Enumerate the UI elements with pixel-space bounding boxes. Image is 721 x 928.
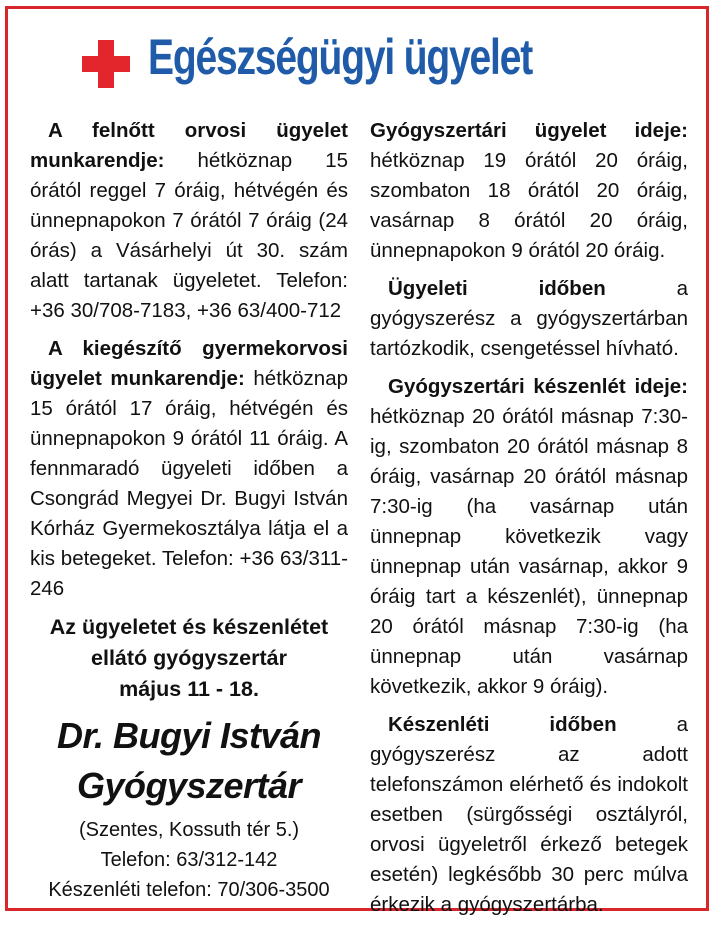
child-duty-paragraph [30, 334, 348, 604]
standby-time-paragraph [370, 710, 688, 920]
duty-time-heading: Ügyeleti időben [388, 277, 606, 300]
pharmacy-date-range: május 11 - 18. [119, 677, 259, 701]
standby-time-text: a gyógyszerész az adott telefonszámon elérhető és indokolt esetben (sürgősségi osztályról, orvosi ügyeletről érkező betegek esetén) legkésőbb 30 perc múlva érkezik a gyógyszertárba. [370, 713, 688, 916]
right-column [370, 116, 688, 928]
pharmacy-address: (Szentes, Kossuth tér 5.) [78, 819, 300, 841]
pharmacy-name-line1: Dr. Bugyi István [56, 715, 322, 756]
pharmacy-name [30, 711, 348, 811]
pharmacy-duty-heading: Gyógyszertári ügyelet ideje: [370, 119, 688, 142]
standby-schedule-paragraph [370, 372, 688, 702]
left-column [30, 116, 348, 905]
pharmacy-contact [30, 815, 348, 905]
pharmacy-duty-text: hétköznap 19 órától 20 óráig, szombaton 18 órától 20 óráig, vasárnap 8 órától 20 óráig, ünnepnapokon 9 órától 20 óráig. [370, 149, 688, 262]
pharmacy-heading [30, 612, 348, 705]
duty-time-text: a gyógyszerész a gyógyszertárban tartózkodik, csengetéssel hívható. [370, 277, 688, 360]
adult-duty-text: hétköznap 15 órától reggel 7 óráig, hétvégén és ünnepnapokon 7 órától 7 óráig (24 órás) a Vásárhelyi út 30. szám alatt tartanak ügyeletet. Telefon: +36 30/708-7183, +36 63/400-712 [30, 149, 348, 322]
pharmacy-phone: Telefon: 63/312-142 [100, 849, 278, 871]
standby-time-heading: Készenléti időben [388, 713, 617, 736]
pharmacy-standby-phone: Készenléti telefon: 70/306-3500 [48, 879, 330, 901]
red-cross-icon [82, 40, 130, 88]
pharmacy-heading-line1: Az ügyeletet és készenlétet [49, 615, 329, 639]
page-title: Egészségügyi ügyelet [148, 29, 533, 85]
pharmacy-duty-paragraph [370, 116, 688, 266]
standby-schedule-text: hétköznap 20 órától másnap 7:30-ig, szombaton 20 órától másnap 8 óráig, vasárnap 20 órától másnap 7:30-ig (ha vasárnap után ünnepnap következik vagy ünnepnap után vasárnap, akkor 9 óráig tart a készenlét), ünnepnap 20 órától másnap 7:30-ig (ha ünnepnap után vasárnap következik, akkor 9 óráig). [370, 405, 688, 698]
adult-duty-heading: A felnőtt orvosi ügyelet munkarendje: [30, 119, 348, 172]
child-duty-text: hétköznap 15 órától 17 óráig, hétvégén és ünnepnapokon 9 órától 11 óráig. A fennmaradó ügyeleti időben a Csongrád Megyei Dr. Bugyi István Kórház Gyermekosztálya látja el a kis betegeket. Telefon: +36 63/311-246 [30, 367, 348, 600]
pharmacy-name-line2: Gyógyszertár [76, 765, 302, 806]
child-duty-heading: A kiegészítő gyermekorvosi ügyelet munkarendje: [30, 337, 348, 390]
pharmacy-heading-line2: ellátó gyógyszertár [91, 646, 287, 670]
standby-schedule-heading: Gyógyszertári készenlét ideje: [388, 375, 688, 398]
adult-duty-paragraph [30, 116, 348, 326]
duty-time-paragraph [370, 274, 688, 364]
